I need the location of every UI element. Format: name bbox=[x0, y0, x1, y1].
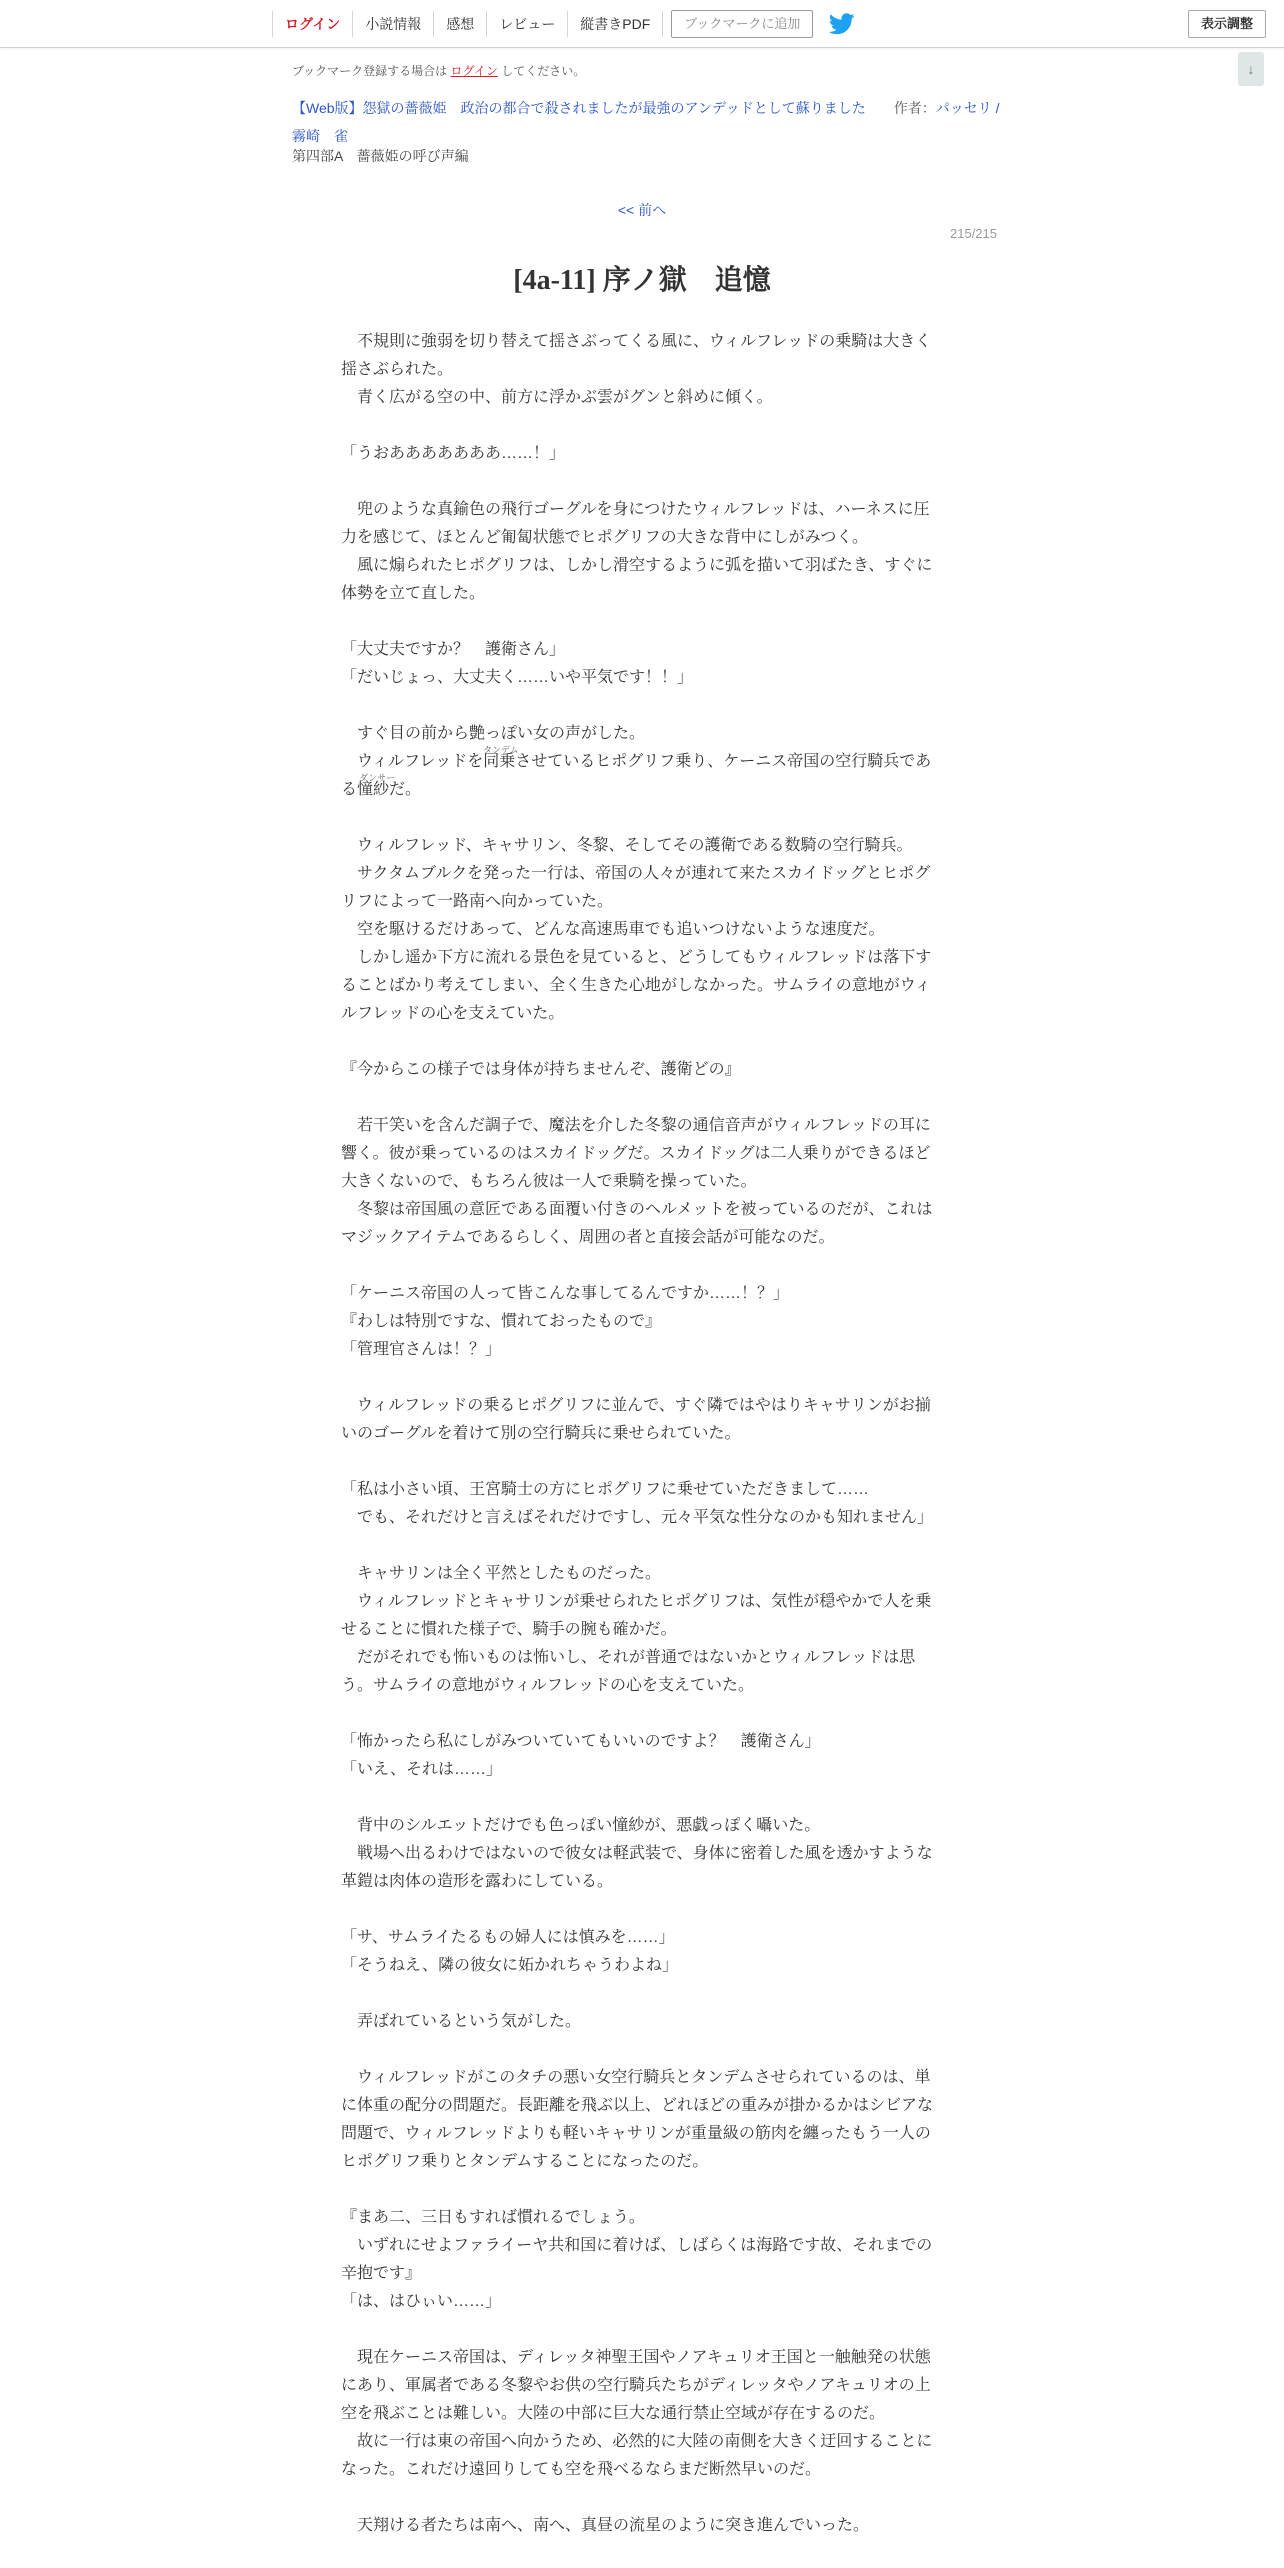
body-paragraph: 若干笑いを含んだ調子で、魔法を介した冬黎の通信音声がウィルフレッドの耳に響く。彼が乗っているのはスカイドッグだ。スカイドッグは二人乗りができるほど大きくないので、もちろん彼は一人で乗騎を操っていた。 bbox=[341, 1117, 931, 1190]
body-paragraph: 「だいじょっ、大丈夫く……いや平気です！！」 bbox=[341, 669, 694, 686]
body-paragraph: 冬黎は帝国風の意匠である面覆い付きのヘルメットを被っているのだが、これはマジックアイテムであるらしく、周囲の者と直接会話が可能なのだ。 bbox=[341, 1201, 933, 1246]
body-paragraph bbox=[341, 692, 937, 720]
body-paragraph: すぐ目の前から艶っぽい女の声がした。 bbox=[341, 725, 646, 742]
body-paragraph: 『今からこの様子では身体が持ちませんぞ、護衛どの』 bbox=[341, 1061, 741, 1078]
bookmark-note-text: ブックマーク登録する場合は bbox=[292, 64, 448, 78]
ruby-tandem: タンデム bbox=[483, 745, 519, 755]
nav-novel-info[interactable]: 小説情報 bbox=[352, 11, 433, 37]
top-header bbox=[0, 0, 1284, 48]
body-paragraph: 弄ばれているという気がした。 bbox=[341, 2013, 582, 2030]
body-paragraph: 戦場へ出るわけではないので彼女は軽武装で、身体に密着した風を透かすような革鎧は肉体の造形を露わにしている。 bbox=[341, 1845, 933, 1890]
body-paragraph: 青く広がる空の中、前方に浮かぶ雲がグンと斜めに傾く。 bbox=[341, 389, 773, 406]
nav-impressions[interactable]: 感想 bbox=[433, 11, 486, 37]
body-paragraph: 不規則に強弱を切り替えて揺さぶってくる風に、ウィルフレッドの乗騎は大きく揺さぶられた。 bbox=[341, 333, 932, 378]
ruby-dancer: ダンサー bbox=[359, 773, 396, 783]
novel-body bbox=[341, 328, 937, 2540]
body-paragraph: 「ケーニス帝国の人って皆こんな事してるんですか……！？」 bbox=[341, 1285, 790, 1302]
page-count: 215/215 bbox=[950, 226, 997, 241]
body-paragraph: 兜のような真鍮色の飛行ゴーグルを身につけたウィルフレッドは、ハーネスに圧力を感じて、ほとんど匍匐状態でヒポグリフの大きな背中にしがみつく。 bbox=[341, 501, 930, 546]
body-paragraph: 空を駆けるだけあって、どんな高速馬車でも追いつけないような速度だ。 bbox=[341, 921, 885, 938]
body-paragraph: ウィルフレッド、キャサリン、冬黎、そしてその護衛である数騎の空行騎兵。 bbox=[341, 837, 913, 854]
body-paragraph bbox=[341, 2316, 937, 2344]
body-paragraph: ウィルフレッドとキャサリンが乗せられたヒポグリフは、気性が穏やかで人を乗せることに慣れた様子で、騎手の腕も確かだ。 bbox=[341, 1593, 932, 1638]
body-paragraph: ウィルフレッドがこのタチの悪い女空行騎兵とタンデムさせられているのは、単に体重の配分の問題だ。長距離を飛ぶ以上、どれほどの重みが掛かるかはシビアな問題で、ウィルフレッドよりも軽いキャサリンが重量級の筋肉を纏ったもう一人のヒポグリフ乗りとタンデムすることになったのだ。 bbox=[341, 2069, 934, 2170]
bookmark-note bbox=[292, 62, 585, 79]
body-paragraph bbox=[341, 1448, 937, 1476]
body-paragraph: 『まあ二、三日もすれば慣れるでしょう。 bbox=[341, 2209, 645, 2226]
body-paragraph: 「私は小さい頃、王宮騎士の方にヒポグリフに乗せていただきまして…… bbox=[341, 1481, 870, 1498]
body-paragraph bbox=[341, 1364, 937, 1392]
body-paragraph bbox=[341, 1028, 937, 1056]
ruby-line bbox=[341, 745, 937, 804]
novel-title-link[interactable]: 【Web版】怨獄の薔薇姫 政治の都合で殺されましたが最強のアンデッドとして蘇りました bbox=[292, 100, 866, 116]
body-paragraph: 「怖かったら私にしがみついていてもいいのですよ？ 護衛さん」 bbox=[341, 1733, 821, 1750]
body-paragraph: 『わしは特別ですな、慣れておったもので』 bbox=[341, 1313, 662, 1330]
body-paragraph: サクタムブルクを発った一行は、帝国の人々が連れて来たスカイドッグとヒポグリフによって一路南へ向かっていた。 bbox=[341, 865, 931, 910]
body-paragraph bbox=[341, 412, 937, 440]
author-label: 作者： bbox=[865, 100, 936, 116]
author-link[interactable]: パッセリ / 霧崎 雀 bbox=[292, 100, 1000, 144]
body-paragraph bbox=[341, 1084, 937, 1112]
nav-vertical-pdf[interactable]: 縦書きPDF bbox=[567, 11, 663, 37]
header-nav bbox=[272, 0, 855, 48]
body-paragraph bbox=[341, 1252, 937, 1280]
body-paragraph: 「そうねえ、隣の彼女に妬かれちゃうわよね」 bbox=[341, 1957, 678, 1974]
twitter-bird-icon[interactable] bbox=[829, 13, 855, 35]
display-settings-button[interactable]: 表示調整 bbox=[1188, 10, 1266, 38]
body-paragraph: ウィルフレッドを同乗させているヒポグリフ乗り、ケーニス帝国の空行騎兵である憧紗だ。 bbox=[341, 753, 932, 798]
body-paragraph bbox=[341, 1896, 937, 1924]
novel-info bbox=[292, 94, 1002, 150]
body-paragraph: 風に煽られたヒポグリフは、しかし滑空するように弧を描いて羽ばたき、すぐに体勢を立て直した。 bbox=[341, 557, 933, 602]
chapter-name: 第四部A 薔薇姫の呼び声編 bbox=[292, 148, 469, 164]
body-paragraph bbox=[341, 608, 937, 636]
bookmark-login-link[interactable]: ログイン bbox=[450, 64, 498, 78]
body-paragraph: 「大丈夫ですか？ 護衛さん」 bbox=[341, 641, 566, 658]
add-bookmark-button[interactable]: ブックマークに追加 bbox=[671, 10, 813, 38]
body-paragraph bbox=[341, 1700, 937, 1728]
body-paragraph: 「サ、サムライたるもの婦人には慎みを……」 bbox=[341, 1929, 675, 1946]
body-paragraph bbox=[341, 468, 937, 496]
body-paragraph bbox=[341, 2176, 937, 2204]
body-paragraph: 「いえ、それは……」 bbox=[341, 1761, 502, 1778]
body-paragraph: ウィルフレッドの乗るヒポグリフに並んで、すぐ隣ではやはりキャサリンがお揃いのゴーグルを着けて別の空行騎兵に乗せられていた。 bbox=[341, 1397, 931, 1442]
body-paragraph: 「うおあああああああ……！」 bbox=[341, 445, 566, 462]
scroll-down-button[interactable]: ↓ bbox=[1238, 52, 1264, 86]
body-paragraph bbox=[341, 804, 937, 832]
body-paragraph: 背中のシルエットだけでも色っぽい憧紗が、悪戯っぽく囁いた。 bbox=[341, 1817, 821, 1834]
body-paragraph bbox=[341, 2484, 937, 2512]
body-paragraph bbox=[341, 1784, 937, 1812]
body-paragraph: 現在ケーニス帝国は、ディレッタ神聖王国やノアキュリオ王国と一触触発の状態にあり、軍属者である冬黎やお供の空行騎兵たちがディレッタやノアキュリオの上空を飛ぶことは難しい。大陸の中部に巨大な通行禁止空域が存在するのだ。 bbox=[341, 2349, 931, 2422]
body-paragraph: だがそれでも怖いものは怖いし、それが普通ではないかとウィルフレッドは思う。サムライの意地がウィルフレッドの心を支えていた。 bbox=[341, 1649, 916, 1694]
nav-review[interactable]: レビュー bbox=[486, 11, 567, 37]
body-paragraph: 天翔ける者たちは南へ、南へ、真昼の流星のように突き進んでいった。 bbox=[341, 2517, 870, 2534]
body-paragraph bbox=[341, 1980, 937, 2008]
body-paragraph: 故に一行は東の帝国へ向かうため、必然的に大陸の南側を大きく迂回することになった。これだけ遠回りしても空を飛べるならまだ断然早いのだ。 bbox=[341, 2433, 933, 2478]
body-paragraph: 「は、はひぃい……」 bbox=[341, 2293, 502, 2310]
body-paragraph: いずれにせよファライーヤ共和国に着けば、しばらくは海路です故、それまでの辛抱です』 bbox=[341, 2237, 933, 2282]
bookmark-note-suffix: してください。 bbox=[501, 64, 586, 78]
nav-login[interactable]: ログイン bbox=[272, 11, 352, 37]
body-paragraph: しかし遥か下方に流れる景色を見ていると、どうしてもウィルフレッドは落下することばかり考えてしまい、全く生きた心地がしなかった。サムライの意地がウィルフレッドの心を支えていた。 bbox=[341, 949, 932, 1022]
body-paragraph: でも、それだけと言えばそれだけですし、元々平気な性分なのかも知れません」 bbox=[341, 1509, 934, 1526]
body-paragraph: 「管理官さんは！？」 bbox=[341, 1341, 502, 1358]
body-paragraph: キャサリンは全く平然としたものだった。 bbox=[341, 1565, 662, 1582]
episode-title: [4a-11] 序ノ獄 追憶 bbox=[513, 265, 771, 296]
prev-episode-link[interactable]: << 前へ bbox=[617, 202, 667, 218]
body-paragraph bbox=[341, 2036, 937, 2064]
body-paragraph bbox=[341, 1532, 937, 1560]
